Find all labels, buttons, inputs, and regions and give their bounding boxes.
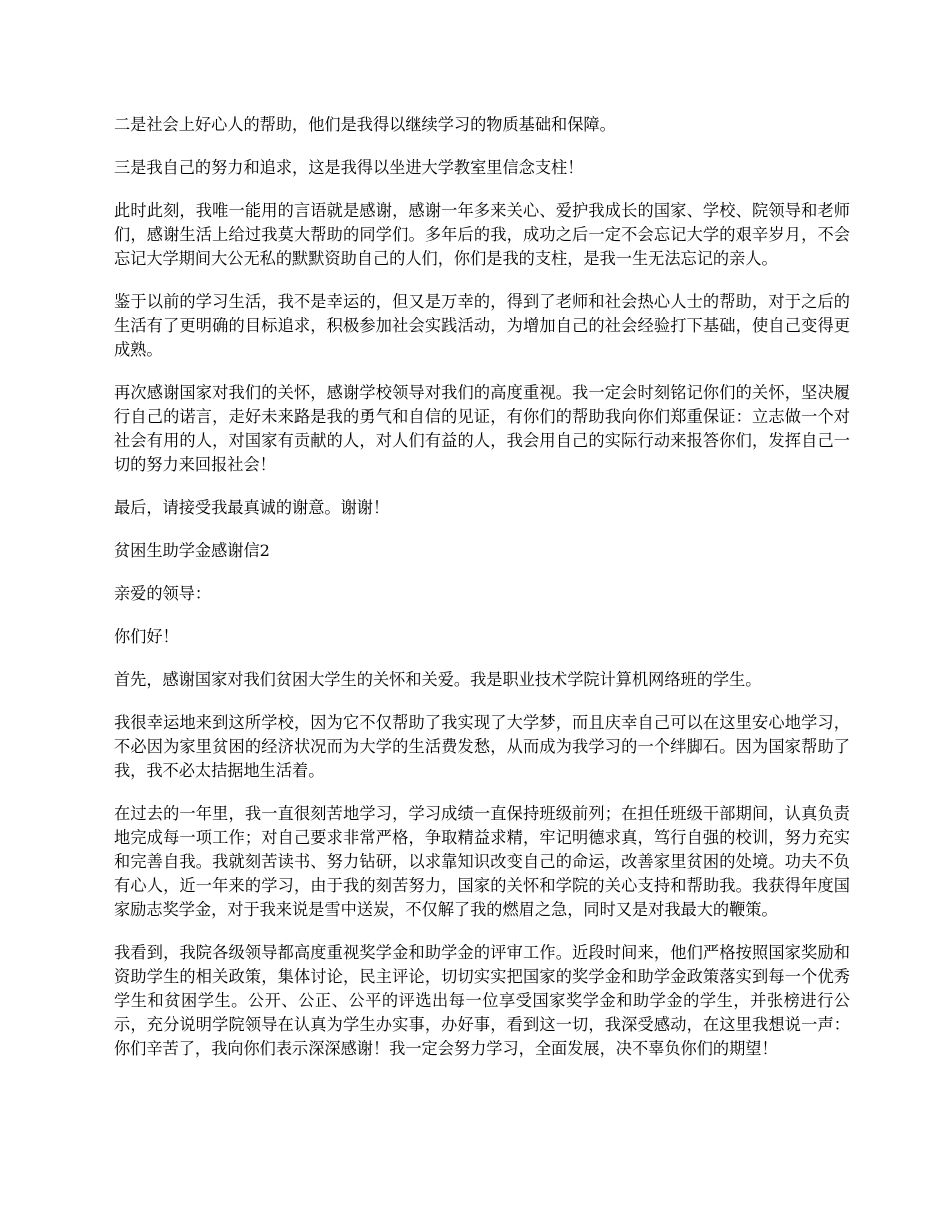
paragraph-leadership-review: 我看到，我院各级领导都高度重视奖学金和助学金的评审工作。近段时间来，他们严格按照国家奖励和资助学生的相关政策，集体讨论，民主评论，切切实实把国家的奖学金和助学金政策落实到每一个优秀学生和贫困学生。公开、公正、公平的评选出每一位享受国家奖学金和助学金的学生，并张榜进行公示，充分说明学院领导在认真为学生办实事，办好事，看到这一切，我深受感动，在这里我想说一声：你们辛苦了，我向你们表示深深感谢！我一定会努力学习，全面发展，决不辜负你们的期望！ [114,943,850,1058]
paragraph-past-study-life: 鉴于以前的学习生活，我不是幸运的，但又是万幸的，得到了老师和社会热心人士的帮助，对于之后的生活有了更明确的目标追求，积极参加社会实践活动，为增加自己的社会经验打下基础，使自己变得更成熟。 [114,292,850,359]
paragraph-gratitude: 此时此刻，我唯一能用的言语就是感谢，感谢一年多来关心、爱护我成长的国家、学校、院领导和老师们，感谢生活上给过我莫大帮助的同学们。多年后的我，成功之后一定不会忘记大学的艰辛岁月，不会忘记大学期间大公无私的默默资助自己的人们，你们是我的支柱，是我一生无法忘记的亲人。 [114,201,850,268]
document-body [114,113,850,1080]
paragraph-past-year: 在过去的一年里，我一直很刻苦地学习，学习成绩一直保持班级前列；在担任班级干部期间，认真负责地完成每一项工作；对自己要求非常严格，争取精益求精，牢记明德求真，笃行自强的校训，努力充实和完善自我。我就刻苦读书、努力钻研，以求靠知识改变自己的命运，改善家里贫困的处境。功夫不负有心人，近一年来的学习，由于我的刻苦努力，国家的关怀和学院的关心支持和帮助我。我获得年度国家励志奖学金，对于我来说是雪中送炭，不仅解了我的燃眉之急，同时又是对我最大的鞭策。 [114,804,850,919]
paragraph-closing-thanks: 最后，请接受我最真诚的谢意。谢谢！ [114,498,390,517]
greeting: 你们好！ [114,627,179,646]
paragraph-introduction: 首先，感谢国家对我们贫困大学生的关怀和关爱。我是职业技术学院计算机网络班的学生。 [114,670,762,689]
section-title: 贫困生助学金感谢信2 [114,541,270,560]
salutation: 亲爱的领导： [114,584,212,603]
paragraph-fortunate: 我很幸运地来到这所学校，因为它不仅帮助了我实现了大学梦，而且庆幸自己可以在这里安心地学习，不必因为家里贫困的经济状况而为大学的生活费发愁，从而成为我学习的一个绊脚石。因为国家帮助了我，我不必太拮据地生活着。 [114,713,850,780]
paragraph-own-efforts: 三是我自己的努力和追求，这是我得以坐进大学教室里信念支柱！ [114,158,584,177]
paragraph-thanks-again: 再次感谢国家对我们的关怀，感谢学校领导对我们的高度重视。我一定会时刻铭记你们的关怀，坚决履行自己的诺言，走好未来路是我的勇气和自信的见证，有你们的帮助我向你们郑重保证：立志做一个对社会有用的人，对国家有贡献的人，对人们有益的人，我会用自己的实际行动来报答你们，发挥自己一切的努力来回报社会！ [114,383,850,474]
paragraph-support-from-society: 二是社会上好心人的帮助，他们是我得以继续学习的物质基础和保障。 [114,115,616,134]
